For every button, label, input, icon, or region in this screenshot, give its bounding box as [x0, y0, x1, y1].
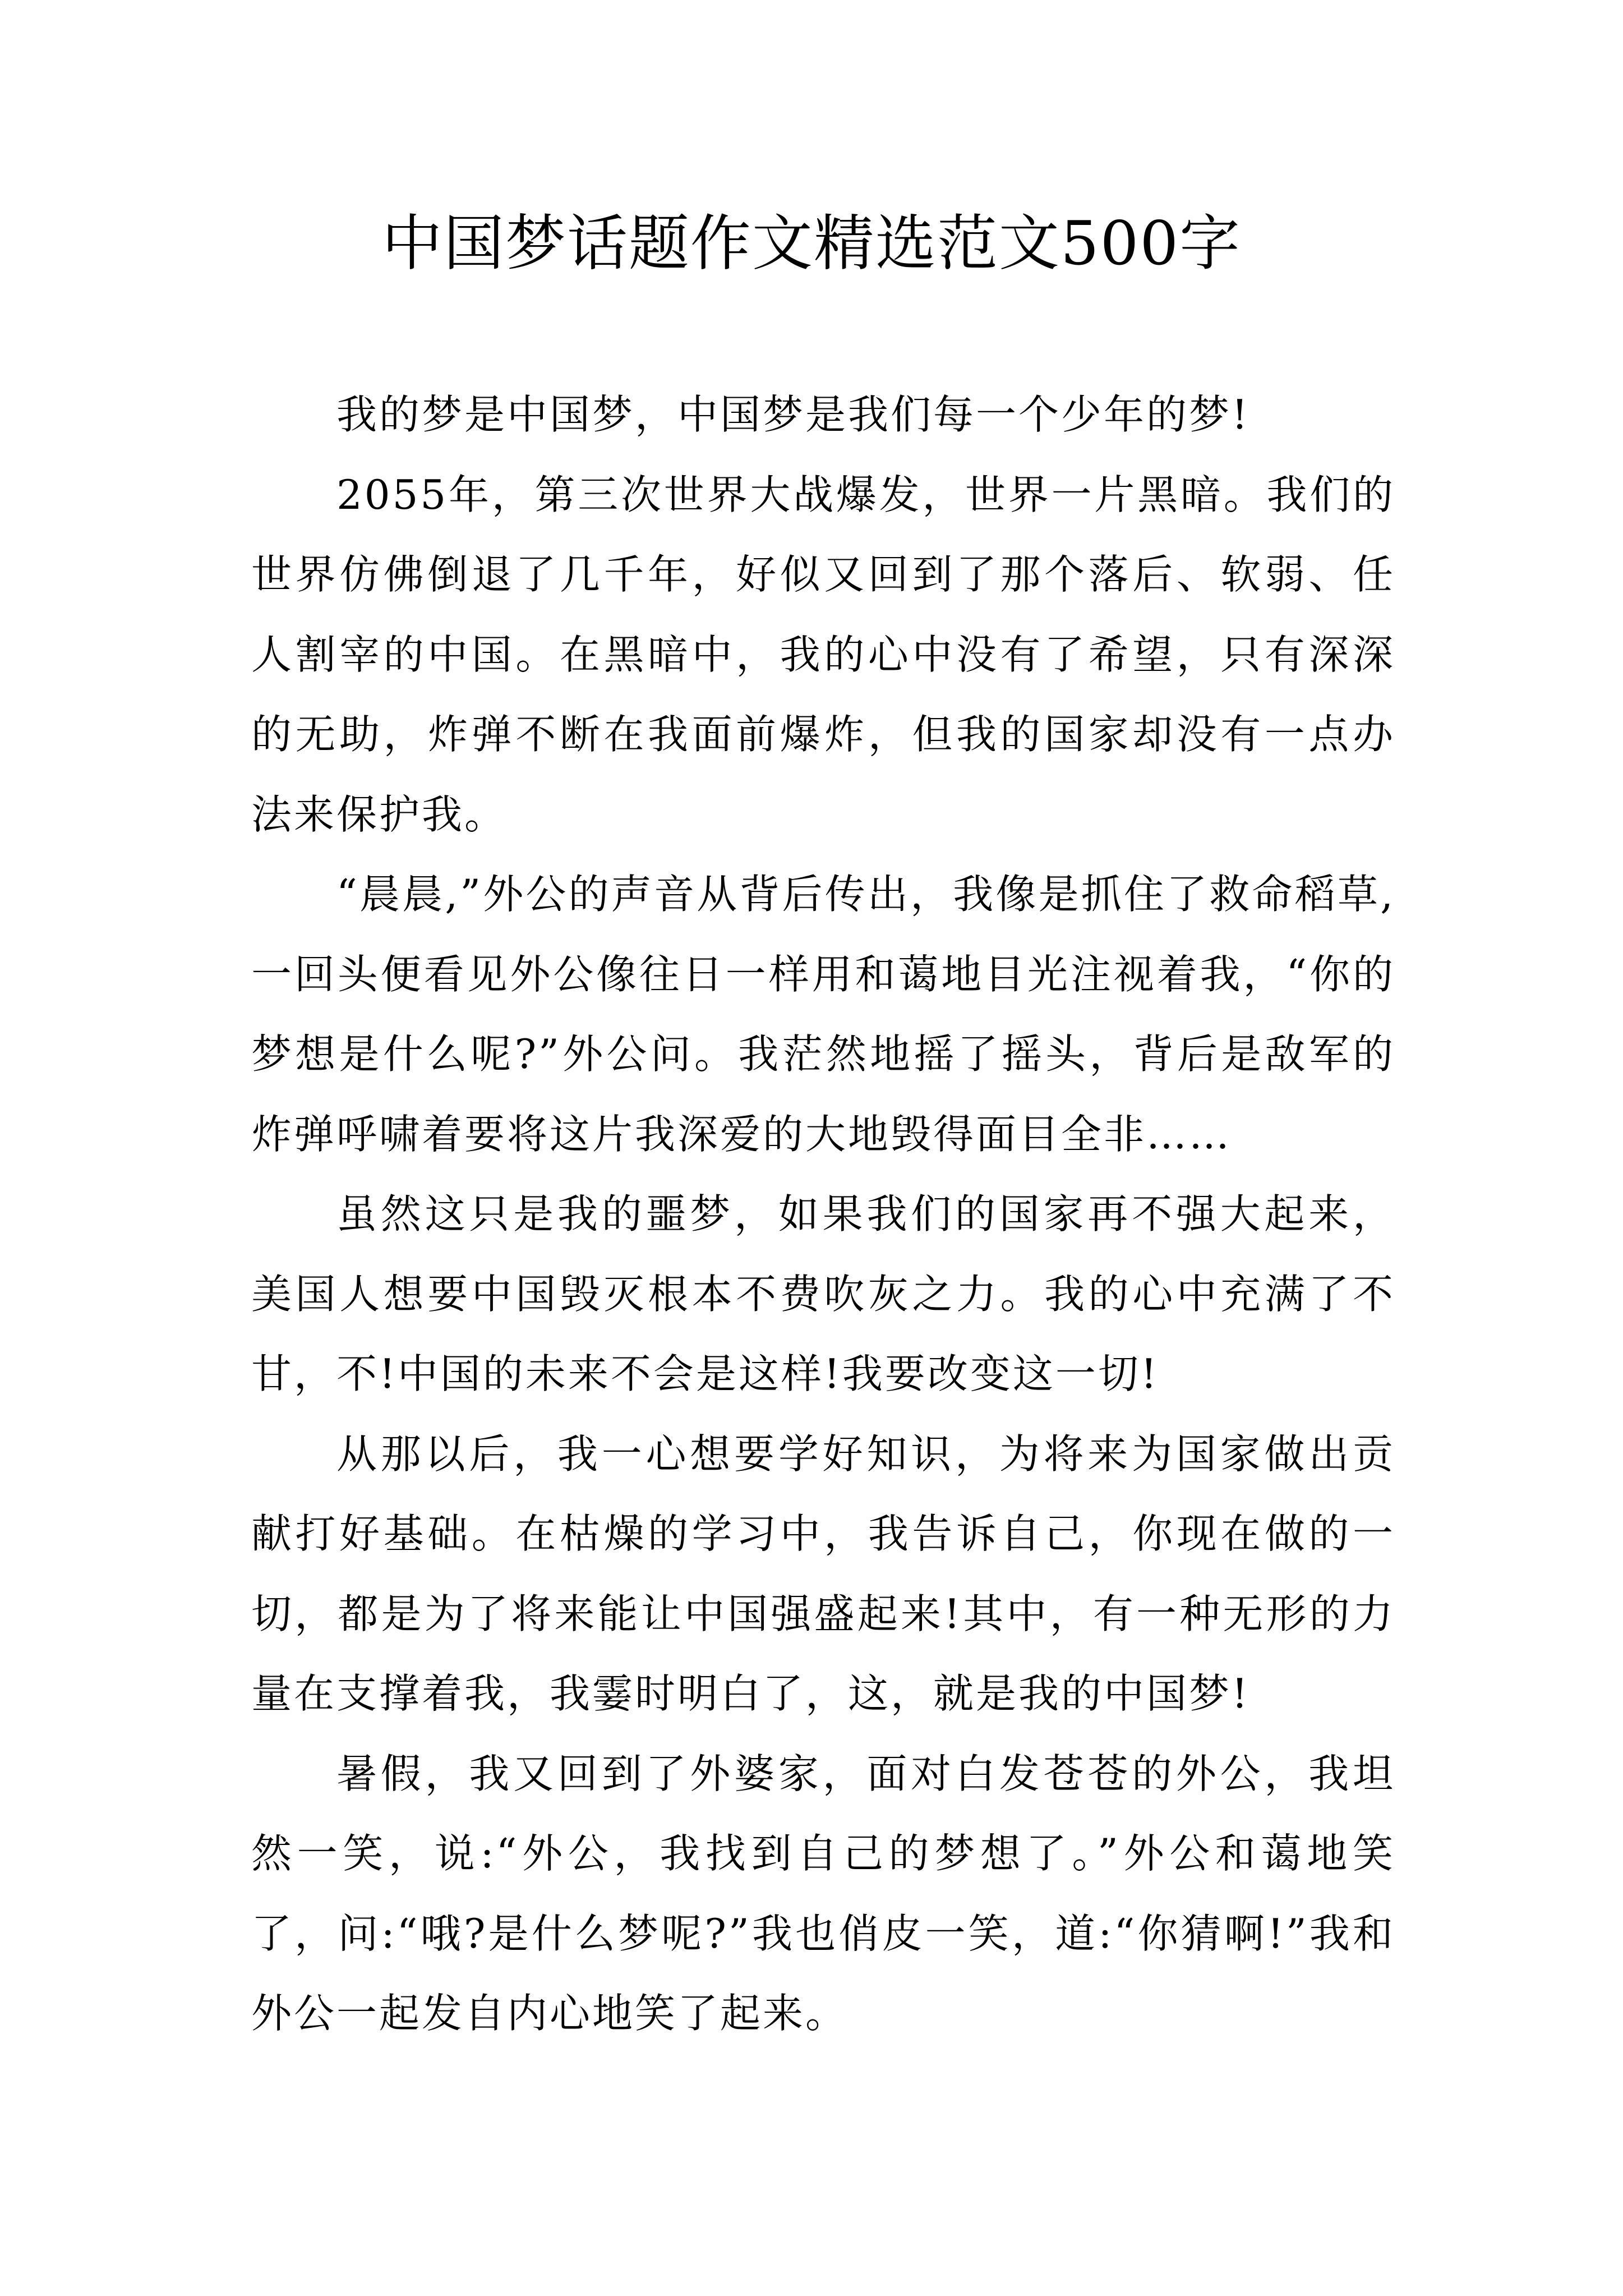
paragraph-2: 2055年，第三次世界大战爆发，世界一片黑暗。我们的世界仿佛倒退了几千年，好似又回到了那个落后、软弱、任人割宰的中国。在黑暗中，我的心中没有了希望，只有深深的无助，炸弹不断在我面前爆炸，但我的国家却没有一点办法来保护我。 — [251, 471, 1395, 838]
paragraph-3: “晨晨,”外公的声音从背后传出，我像是抓住了救命稻草,一回头便看见外公像往日一样用和蔼地目光注视着我，“你的梦想是什么呢?”外公问。我茫然地摇了摇头，背后是敌军的炸弹呼啸着要将这片我深爱的大地毁得面目全非…… — [251, 871, 1395, 1158]
paragraph-5: 从那以后，我一心想要学好知识，为将来为国家做出贡献打好基础。在枯燥的学习中，我告诉自己，你现在做的一切，都是为了将来能让中国强盛起来!其中，有一种无形的力量在支撑着我，我霎时明白了，这，就是我的中国梦! — [251, 1430, 1395, 1717]
paragraph-4: 虽然这只是我的噩梦，如果我们的国家再不强大起来，美国人想要中国毁灭根本不费吹灰之力。我的心中充满了不甘，不!中国的未来不会是这样!我要改变这一切! — [251, 1190, 1395, 1397]
document-body — [251, 375, 1395, 2054]
paragraph-6: 暑假，我又回到了外婆家，面对白发苍苍的外公，我坦然一笑，说:“外公，我找到自己的梦想了。”外公和蔼地笑了，问:“哦?是什么梦呢?”我也俏皮一笑，道:“你猜啊!”我和外公一起发自内心地笑了起来。 — [251, 1750, 1395, 2037]
document-title: 中国梦话题作文精选范文500字 — [381, 209, 1242, 279]
paragraph-1: 我的梦是中国梦，中国梦是我们每一个少年的梦! — [336, 391, 1250, 438]
